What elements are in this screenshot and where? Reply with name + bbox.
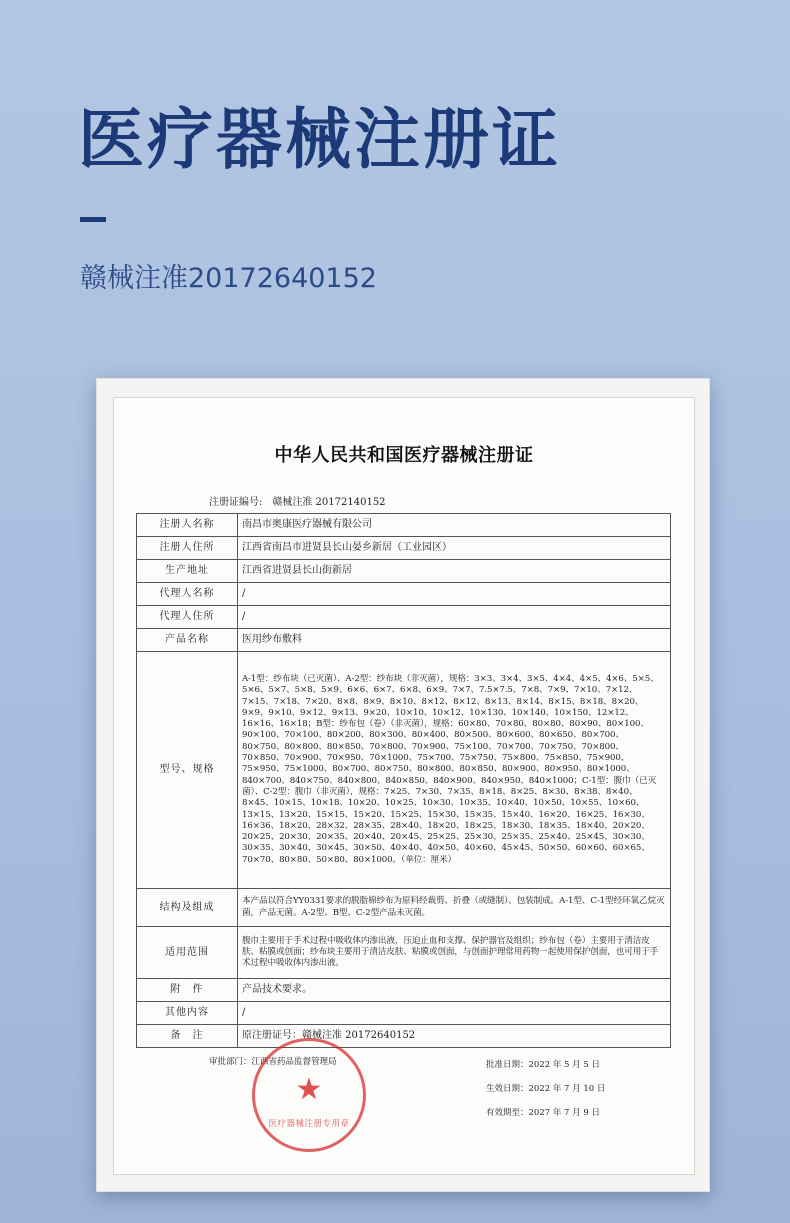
row-label-other: 其他内容 bbox=[137, 1002, 238, 1025]
row-label-remarks: 备 注 bbox=[137, 1025, 238, 1048]
page-title: 医疗器械注册证 bbox=[78, 101, 561, 178]
row-value-other: / bbox=[238, 1002, 671, 1025]
row-value-attachment: 产品技术要求。 bbox=[238, 979, 671, 1002]
certificate-number-label: 注册证编号: bbox=[209, 497, 263, 508]
table-row bbox=[137, 583, 671, 606]
certificate-number bbox=[209, 493, 386, 508]
row-label-attachment: 附 件 bbox=[137, 979, 238, 1002]
row-value-registrant-address: 江西省南昌市进贤县长山晏乡新居（工业园区） bbox=[238, 537, 671, 560]
row-value-remarks: 原注册证号：赣械注准 20172640152 bbox=[238, 1025, 671, 1048]
row-label-structure: 结构及组成 bbox=[137, 889, 238, 927]
table-row bbox=[137, 889, 671, 927]
certificate-frame bbox=[96, 378, 710, 1192]
expiry-date: 有效期至：2027 年 7 月 9 日 bbox=[486, 1108, 600, 1118]
row-value-agent-name: / bbox=[238, 583, 671, 606]
row-label-production-address: 生产地址 bbox=[137, 560, 238, 583]
row-label-models-specs: 型号、规格 bbox=[137, 652, 238, 889]
official-seal bbox=[252, 1038, 366, 1152]
table-row bbox=[137, 606, 671, 629]
approval-date: 批准日期：2022 年 5 月 5 日 bbox=[486, 1060, 600, 1070]
row-value-models-specs: A-1型：纱布块（已灭菌）、A-2型：纱布块（非灭菌），规格：3×3、3×4、3×5、4×4、4×5、4×6、5×5、5×6、5×7、5×8、5×9、6×6、6×7、6×8、6×9、7×7、7.5×7.5、7×8、7×9、7×10、7×12、7×15、7×18、7×20、8×8、8×9、8×10、8×12、8×12、8×13、8×14、8×15、8×18、8×20、9×9、9×10、9×12、9×13、9×20、10×10、10×12、10×130、10×140、10×150、12×12、16×16、16×18；B型：纱布包（卷）（非灭菌），规格：60×80、70×80、80×80、80×90、80×100、90×100、70×100、80×200、80×300、80×400、80×500、80×600、80×650、80×700、80×750、80×800、80×850、70×800、70×900、75×100、70×700、70×750、70×800、70×850、70×900、70×950、70×1000、75×700、75×750、75×800、75×850、75×900、75×950、75×1000、80×700、80×750、80×800、80×850、80×900、80×950、80×1000、840×700、840×750、840×800、840×850、840×900、840×950、840×1000；C-1型：腹巾（已灭菌）、C-2型：腹巾（非灭菌），规格：7×25、7×30、7×35、8×18、8×25、8×30、8×38、8×40、8×45、10×15、10×18、10×20、10×25、10×30、10×35、10×40、10×50、10×55、10×60、13×15、13×20、15×15、15×20、15×25、15×30、15×35、15×40、16×20、16×25、16×30、16×36、18×20、28×32、28×35、28×40、18×20、18×25、18×30、18×35、18×40、20×20、20×25、20×30、20×35、20×40、20×45、25×25、25×30、25×35、25×40、25×45、30×30、30×35、30×40、30×45、30×50、40×40、40×50、40×60、45×45、50×50、60×60、60×65、70×70、80×80、50×80、80×1000。（单位：厘米） bbox=[238, 652, 671, 889]
row-label-registrant-name: 注册人名称 bbox=[137, 514, 238, 537]
approval-department: 审批部门：江西省药品监督管理局 bbox=[209, 1057, 337, 1067]
row-value-scope: 腹巾主要用于手术过程中吸收体内渗出液，压迫止血和支撑、保护器官及组织；纱布包（卷）主要用于清洁皮肤、粘膜或创面；纱布块主要用于清洁皮肤、粘膜或创面，与创面护理常用药物一起使用保护创面，也可用于手术过程中吸收体内渗出液。 bbox=[238, 927, 671, 979]
table-row bbox=[137, 537, 671, 560]
table-row bbox=[137, 629, 671, 652]
row-label-agent-address: 代理人住所 bbox=[137, 606, 238, 629]
row-value-product-name: 医用纱布敷料 bbox=[238, 629, 671, 652]
table-row bbox=[137, 927, 671, 979]
table-row bbox=[137, 652, 671, 889]
table-row bbox=[137, 514, 671, 537]
registration-number-subtitle: 赣械注准20172640152 bbox=[80, 263, 377, 294]
row-value-production-address: 江西省进贤县长山街新居 bbox=[238, 560, 671, 583]
row-label-registrant-address: 注册人住所 bbox=[137, 537, 238, 560]
table-row bbox=[137, 1025, 671, 1048]
certificate-title: 中华人民共和国医疗器械注册证 bbox=[274, 445, 534, 466]
seal-star-icon: ★ bbox=[295, 1072, 323, 1107]
table-row bbox=[137, 560, 671, 583]
certificate-number-value: 赣械注准 20172140152 bbox=[272, 497, 386, 508]
certificate-table bbox=[136, 513, 671, 1048]
table-row bbox=[137, 979, 671, 1002]
title-divider bbox=[80, 217, 106, 222]
row-value-agent-address: / bbox=[238, 606, 671, 629]
seal-text: 医疗器械注册专用章 bbox=[268, 1119, 350, 1129]
row-label-scope: 适用范围 bbox=[137, 927, 238, 979]
row-value-structure: 本产品以符合YY0331要求的脱脂棉纱布为原料经裁剪、折叠（或缝制）、包装制成。A-1型、C-1型经环氧乙烷灭菌，产品无菌。A-2型、B型、C-2型产品未灭菌。 bbox=[238, 889, 671, 927]
certificate-dates bbox=[486, 1053, 605, 1125]
row-label-agent-name: 代理人名称 bbox=[137, 583, 238, 606]
certificate-document bbox=[113, 397, 695, 1175]
row-label-product-name: 产品名称 bbox=[137, 629, 238, 652]
row-value-registrant-name: 南昌市奥康医疗器械有限公司 bbox=[238, 514, 671, 537]
effective-date: 生效日期：2022 年 7 月 10 日 bbox=[486, 1084, 606, 1094]
table-row bbox=[137, 1002, 671, 1025]
